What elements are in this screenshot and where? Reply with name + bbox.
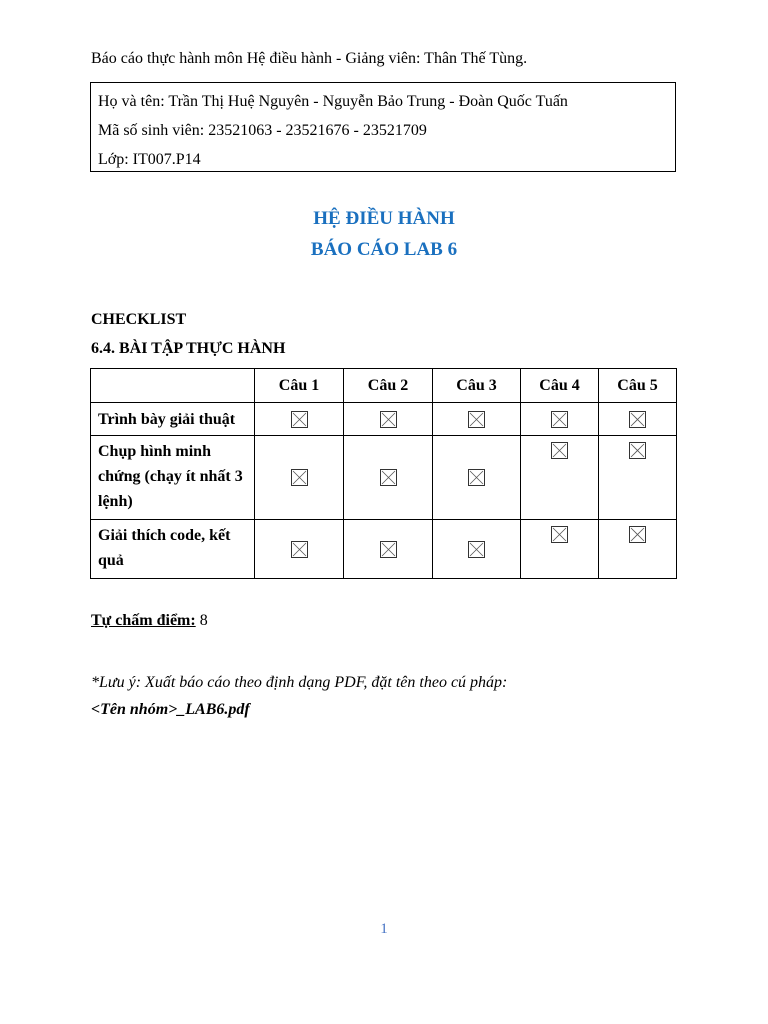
checkbox-checked[interactable] <box>629 442 646 459</box>
checkbox-cell <box>344 436 433 520</box>
checkbox-checked[interactable] <box>380 469 397 486</box>
checkbox-checked[interactable] <box>468 411 485 428</box>
self-score-value: 8 <box>199 612 208 629</box>
checkbox-checked[interactable] <box>291 469 308 486</box>
checklist-heading: CHECKLIST <box>91 311 187 328</box>
checkbox-checked[interactable] <box>629 411 646 428</box>
checkbox-cell <box>599 520 677 579</box>
table-row <box>91 403 677 436</box>
corner-cell <box>91 369 255 403</box>
note-filename: <Tên nhóm>_LAB6.pdf <box>91 701 250 718</box>
checkbox-cell <box>433 520 521 579</box>
page-number: 1 <box>380 921 388 937</box>
row-label: Chụp hình minh chứng (chạy ít nhất 3 lệnh) <box>91 436 255 520</box>
checkbox-cell <box>521 520 599 579</box>
self-score <box>91 612 208 630</box>
checkbox-cell <box>255 520 344 579</box>
table-header-row <box>91 369 677 403</box>
checkbox-cell <box>255 436 344 520</box>
checkbox-checked[interactable] <box>551 442 568 459</box>
checkbox-cell <box>344 403 433 436</box>
table-row <box>91 436 677 520</box>
table-row <box>91 520 677 579</box>
student-ids: Mã số sinh viên: 23521063 - 23521676 - 23521709 <box>98 122 427 139</box>
student-info-box <box>90 82 676 172</box>
checkbox-checked[interactable] <box>380 411 397 428</box>
column-header: Câu 1 <box>255 369 344 403</box>
column-header: Câu 2 <box>344 369 433 403</box>
row-label: Giải thích code, kết quả <box>91 520 255 579</box>
checkbox-checked[interactable] <box>468 541 485 558</box>
checkbox-checked[interactable] <box>291 411 308 428</box>
checkbox-cell <box>599 436 677 520</box>
checkbox-cell <box>521 436 599 520</box>
column-header: Câu 5 <box>599 369 677 403</box>
checkbox-cell <box>433 403 521 436</box>
checkbox-cell <box>344 520 433 579</box>
student-names: Họ và tên: Trần Thị Huệ Nguyên - Nguyễn Bảo Trung - Đoàn Quốc Tuấn <box>98 93 568 110</box>
checklist-table <box>90 368 677 579</box>
column-header: Câu 3 <box>433 369 521 403</box>
course-title: HỆ ĐIỀU HÀNH <box>313 208 455 229</box>
report-title: BÁO CÁO LAB 6 <box>310 239 458 260</box>
checkbox-cell <box>433 436 521 520</box>
exercise-heading: 6.4. BÀI TẬP THỰC HÀNH <box>91 340 286 357</box>
checkbox-checked[interactable] <box>380 541 397 558</box>
checkbox-cell <box>521 403 599 436</box>
checkbox-cell <box>255 403 344 436</box>
column-header: Câu 4 <box>521 369 599 403</box>
checkbox-checked[interactable] <box>629 526 646 543</box>
checkbox-checked[interactable] <box>551 411 568 428</box>
checkbox-cell <box>599 403 677 436</box>
class-code: Lớp: IT007.P14 <box>98 151 201 168</box>
submission-note <box>91 669 507 723</box>
page-header: Báo cáo thực hành môn Hệ điều hành - Giảng viên: Thân Thế Tùng. <box>91 50 528 67</box>
row-label: Trình bày giải thuật <box>91 403 255 436</box>
checkbox-checked[interactable] <box>551 526 568 543</box>
checkbox-checked[interactable] <box>291 541 308 558</box>
self-score-label: Tự chấm điểm: <box>91 612 196 629</box>
note-text: *Lưu ý: Xuất báo cáo theo định dạng PDF, đặt tên theo cú pháp: <box>91 674 508 691</box>
checkbox-checked[interactable] <box>468 469 485 486</box>
